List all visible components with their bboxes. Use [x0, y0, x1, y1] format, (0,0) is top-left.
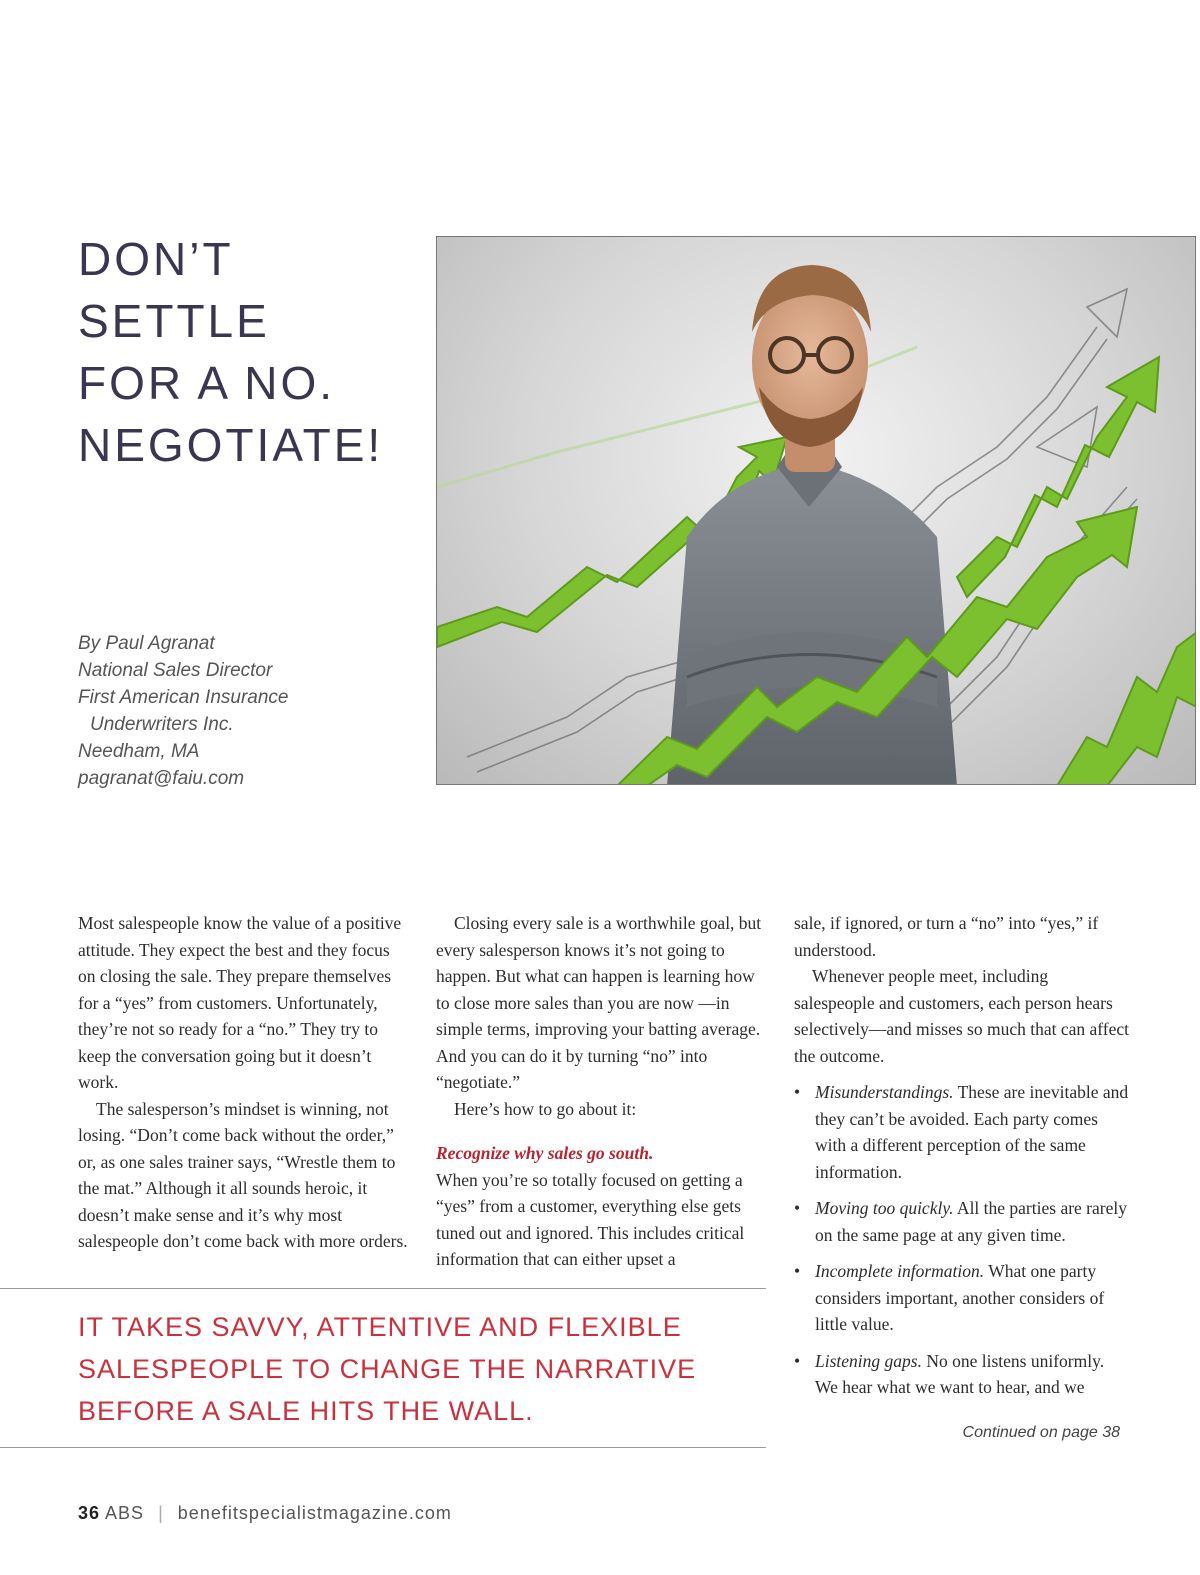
bullet-text: What one party considers important, another considers of little value.	[815, 1261, 1105, 1334]
pull-quote-line: BEFORE A SALE HITS THE WALL.	[78, 1396, 534, 1426]
body-column-1	[78, 910, 408, 1255]
title-line: FOR A NO.	[78, 357, 336, 409]
bullet-term: Misunderstandings.	[815, 1082, 954, 1102]
list-item	[794, 1348, 1130, 1401]
pull-quote-line: SALESPEOPLE TO CHANGE THE NARRATIVE	[78, 1354, 697, 1384]
page-number: 36	[78, 1503, 101, 1523]
author-role: National Sales Director	[78, 660, 273, 681]
paragraph: When you’re so totally focused on getting a “yes” from a customer, everything else gets tuned out and ignored. This includes critical information that can either upset a	[436, 1169, 745, 1269]
author-company-cont: Underwriters Inc.	[90, 714, 234, 735]
magazine-name: ABS	[105, 1503, 145, 1523]
hero-photo	[436, 236, 1196, 785]
paragraph: Whenever people meet, including salespeople and customers, each person hears selectively—and misses so much that can affect the outcome.	[794, 966, 1129, 1066]
businessman-with-rising-arrows-photo	[437, 237, 1196, 785]
author-email: pagranat@faiu.com	[78, 768, 245, 789]
page-footer	[78, 1503, 452, 1524]
author-company: First American Insurance	[78, 687, 289, 708]
paragraph: sale, if ignored, or turn a “no” into “yes,” if understood.	[794, 913, 1099, 960]
section-subhead: Recognize why sales go south.	[436, 1143, 654, 1163]
list-item	[794, 1195, 1130, 1248]
title-line: DON’T	[78, 233, 234, 285]
bullet-text: All the parties are rarely on the same page at any given time.	[815, 1198, 1127, 1245]
pull-quote-line: IT TAKES SAVVY, ATTENTIVE AND FLEXIBLE	[78, 1312, 682, 1342]
bullet-term: Incomplete information.	[815, 1261, 985, 1281]
byline	[78, 630, 288, 792]
paragraph: Most salespeople know the value of a positive attitude. They expect the best and they focus on closing the sale. They prepare themselves for a “yes” from customers. Unfortunately, they’re not so ready for a “no.” They try to keep the conversation going but it doesn’t work.	[78, 913, 402, 1092]
title-line: SETTLE	[78, 295, 270, 347]
bullet-list	[794, 1079, 1130, 1401]
pullquote-rule-bottom	[0, 1447, 766, 1448]
bullet-text: These are inevitable and they can’t be avoided. Each party comes with a different perception of the same information.	[815, 1082, 1129, 1182]
bullet-term: Moving too quickly.	[815, 1198, 954, 1218]
list-item	[794, 1258, 1130, 1338]
paragraph: The salesperson’s mindset is winning, not losing. “Don’t come back without the order,” or, as one sales trainer says, “Wrestle them to the mat.” Although it all sounds heroic, it doesn’t make sense and it’s why most salespeople don’t come back with more orders.	[78, 1098, 408, 1251]
list-item	[794, 1079, 1130, 1185]
author-name: By Paul Agranat	[78, 633, 215, 654]
pullquote-rule-top	[0, 1288, 766, 1289]
continued-note: Continued on page 38	[962, 1424, 1120, 1441]
bullet-term: Listening gaps.	[815, 1350, 922, 1371]
article-title	[78, 228, 383, 476]
bullet-text: No one listens uniformly. We hear what we want to hear, and we	[815, 1350, 1105, 1397]
body-column-3	[794, 910, 1130, 1411]
pull-quote	[78, 1306, 758, 1432]
paragraph: Closing every sale is a worthwhile goal, but every salesperson knows it’s not going to happen. But what can happen is learning how to close more sales than you are now —in simple terms, improving your batting average. And you can do it by turning “no” into “negotiate.”	[436, 913, 762, 1092]
body-column-2	[436, 910, 766, 1273]
title-line: NEGOTIATE!	[78, 419, 384, 471]
paragraph: Here’s how to go about it:	[454, 1098, 637, 1119]
website-url: benefitspecialistmagazine.com	[177, 1503, 452, 1523]
author-location: Needham, MA	[78, 741, 200, 762]
footer-separator: |	[158, 1503, 164, 1523]
